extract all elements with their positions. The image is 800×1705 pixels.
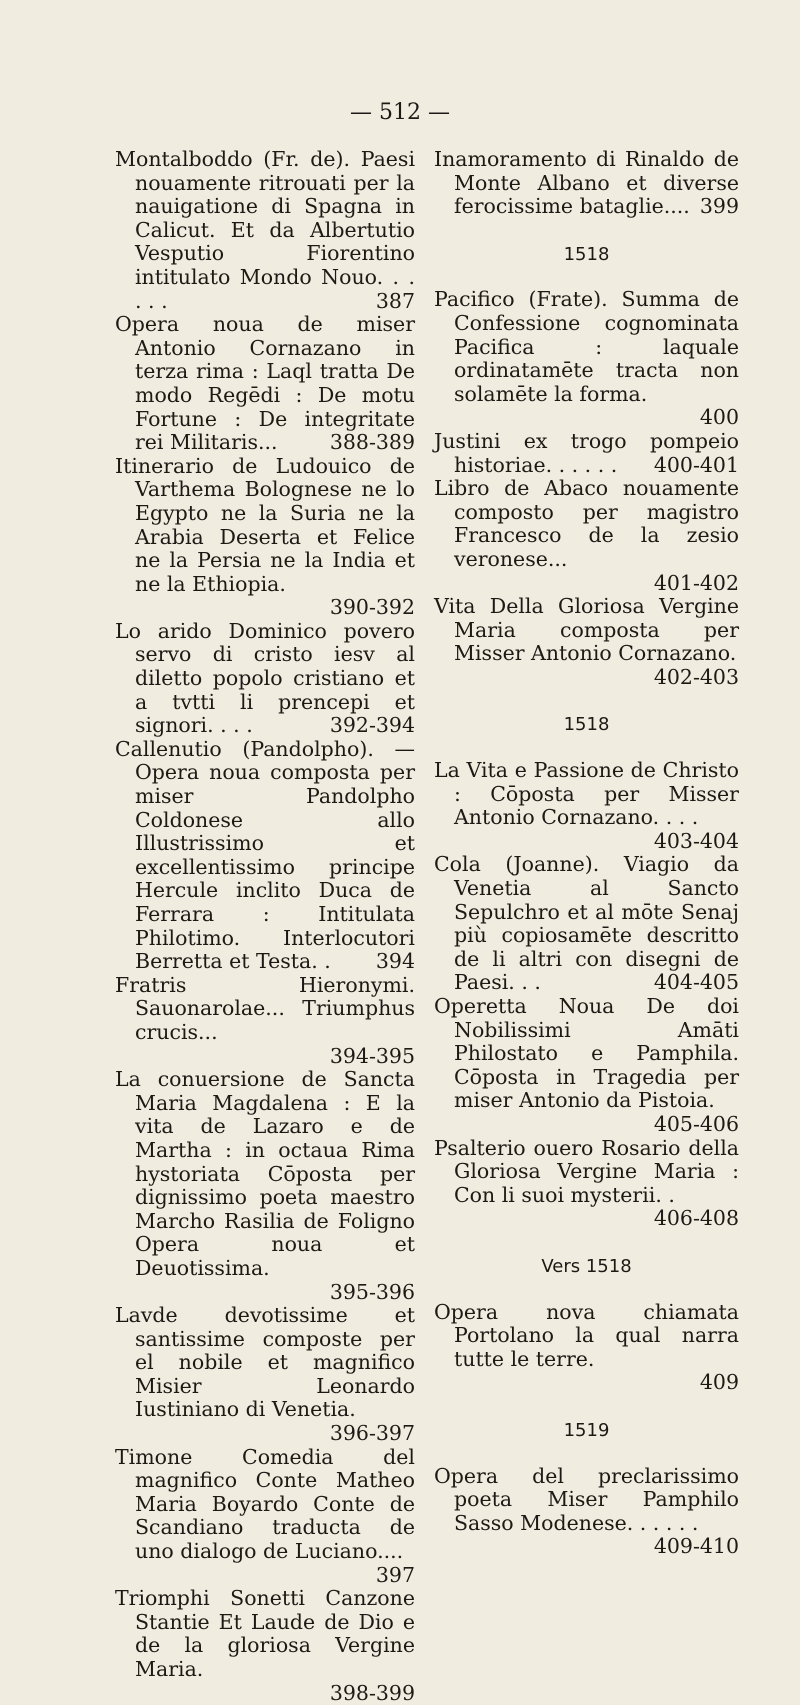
entry-pages: 390-392 [329,595,415,620]
entry-pages: 399 [699,194,739,219]
entry-pages: 387 [375,288,415,313]
entry-pages: 392-394 [329,713,415,738]
bibliography-entry [434,995,739,1137]
entry-text: Operetta Noua De doi Nobilissimi Amāti Philostato e Pamphila. Cōposta in Tragedia per miser Antonio da Pistoia. [434,994,739,1113]
entry-pages: 404-405 [653,970,739,995]
entry-pages: 398-399 [329,1680,415,1705]
bibliography-entry [434,477,739,595]
bibliography-entry [115,1446,415,1588]
entry-pages: 388-389 [329,430,415,455]
entry-pages: 406-408 [653,1206,739,1231]
entry-pages: 394 [375,949,415,974]
entry-pages: 397 [375,1562,415,1587]
entry-text: Opera del preclarissimo poeta Miser Pamphilo Sasso Modenese. . . . . . [434,1463,739,1535]
bibliography-entry [115,455,415,620]
bibliography-entry [434,288,739,430]
entry-text: Opera noua de miser Antonio Cornazano in terza rima : Laql tratta De modo Regēdi : De motu Fortune : De integritate rei Militaris... [115,312,415,455]
bibliography-entry [115,738,415,974]
left-column [115,148,415,1705]
entry-pages: 396-397 [329,1421,415,1446]
entry-text: Triomphi Sonetti Canzone Stantie Et Laude de Dio e de la gloriosa Vergine Maria. [115,1586,415,1681]
bibliography-entry [434,1301,739,1395]
entry-pages: 400 [699,405,739,430]
entry-pages: 400-401 [653,452,739,477]
year-heading: Vers 1518 [541,1255,632,1277]
year-heading: 1518 [563,243,610,265]
entry-text: Fratris Hieronymi. Sauonarolae... Triumphus crucis... [115,972,415,1044]
bibliography-entry [115,1587,415,1705]
year-heading: 1519 [563,1419,610,1441]
entry-pages: 409 [699,1370,739,1395]
entry-pages: 395-396 [329,1279,415,1304]
entry-text: Vita Della Gloriosa Vergine Maria composta per Misser Antonio Cornazano. [434,594,739,666]
entry-text: Itinerario de Ludouico de Varthema Bolognese ne lo Egypto ne la Suria ne la Arabia Deserta et Felice ne la Persia ne la India et ne la Ethiopia. [115,453,415,596]
entry-text: Callenutio (Pandolpho). — Opera noua composta per miser Pandolpho Coldonese allo Illustrissimo et excellentissimo principe Hercule inclito Duca de Ferrara : Intitulata Philotimo. Interlocutori Berretta et Testa. . [115,736,415,974]
bibliography-entry [115,1304,415,1446]
entry-text: Timone Comedia del magnifico Conte Matheo Maria Boyardo Conte de Scandiano traducta de uno dialogo de Luciano.... [115,1444,415,1564]
bibliography-entry [434,853,739,995]
bibliography-entry [434,595,739,689]
bibliography-entry [434,759,739,853]
bibliography-entry [434,1137,739,1231]
right-column [434,148,739,1559]
entry-text: Cola (Joanne). Viagio da Venetia al Sancto Sepulchro et al mōte Senaj più copiosamēte descritto de li altri con disegni de Paesi. . . [434,852,739,995]
entry-text: La conuersione de Sancta Maria Magdalena : E la vita de Lazaro e de Martha : in octaua Rima hystoriata Cōposta per dignissimo poeta maestro Marcho Rasilia de Foligno Opera noua et Deuotissima. [115,1067,415,1280]
entry-text: Montalboddo (Fr. de). Paesi nouamente ritrouati per la nauigatione di Spagna in Calicut. Et da Albertutio Vesputio Fiorentino intitulato Mondo Nouo. . . . . . [115,147,415,313]
entry-text: Opera nova chiamata Portolano la qual narra tutte le terre. [434,1299,739,1371]
bibliography-entry [434,148,739,219]
entry-text: Libro de Abaco nouamente composto per magistro Francesco de la zesio veronese... [434,476,739,571]
bibliography-entry [115,620,415,738]
bibliography-entry [434,1465,739,1559]
entry-text: Lo arido Dominico povero servo di cristo iesv al diletto popolo cristiano et a tvtti li prencepi et signori. . . . [115,618,415,738]
entry-text: Psalterio ouero Rosario della Gloriosa Vergine Maria : Con li suoi mysterii. . [434,1135,739,1207]
entry-text: Lavde devotissime et santissime composte per el nobile et magnifico Misier Leonardo Iustiniano di Venetia. [115,1303,415,1422]
page-number: — 512 — [350,100,450,125]
year-heading: 1518 [563,714,610,736]
entry-pages: 409-410 [653,1534,739,1559]
entry-pages: 403-404 [653,828,739,853]
entry-text: Justini ex trogo pompeio historiae. . . . . . [434,428,739,477]
bibliography-entry [115,974,415,1068]
entry-pages: 405-406 [653,1111,739,1136]
bibliography-entry [115,313,415,455]
bibliography-entry [434,430,739,477]
entry-text: Inamoramento di Rinaldo de Monte Albano et diverse ferocissime bataglie.... [434,147,739,219]
entry-text: Pacifico (Frate). Summa de Confessione cognominata Pacifica : laquale ordinatamēte tracta non solamēte la forma. [434,287,739,406]
bibliography-entry [115,1068,415,1304]
entry-pages: 394-395 [329,1043,415,1068]
bibliography-entry [115,148,415,313]
entry-pages: 401-402 [653,570,739,595]
entry-pages: 402-403 [653,664,739,689]
entry-text: La Vita e Passione de Christo : Cōposta per Misser Antonio Cornazano. . . . [434,758,739,830]
